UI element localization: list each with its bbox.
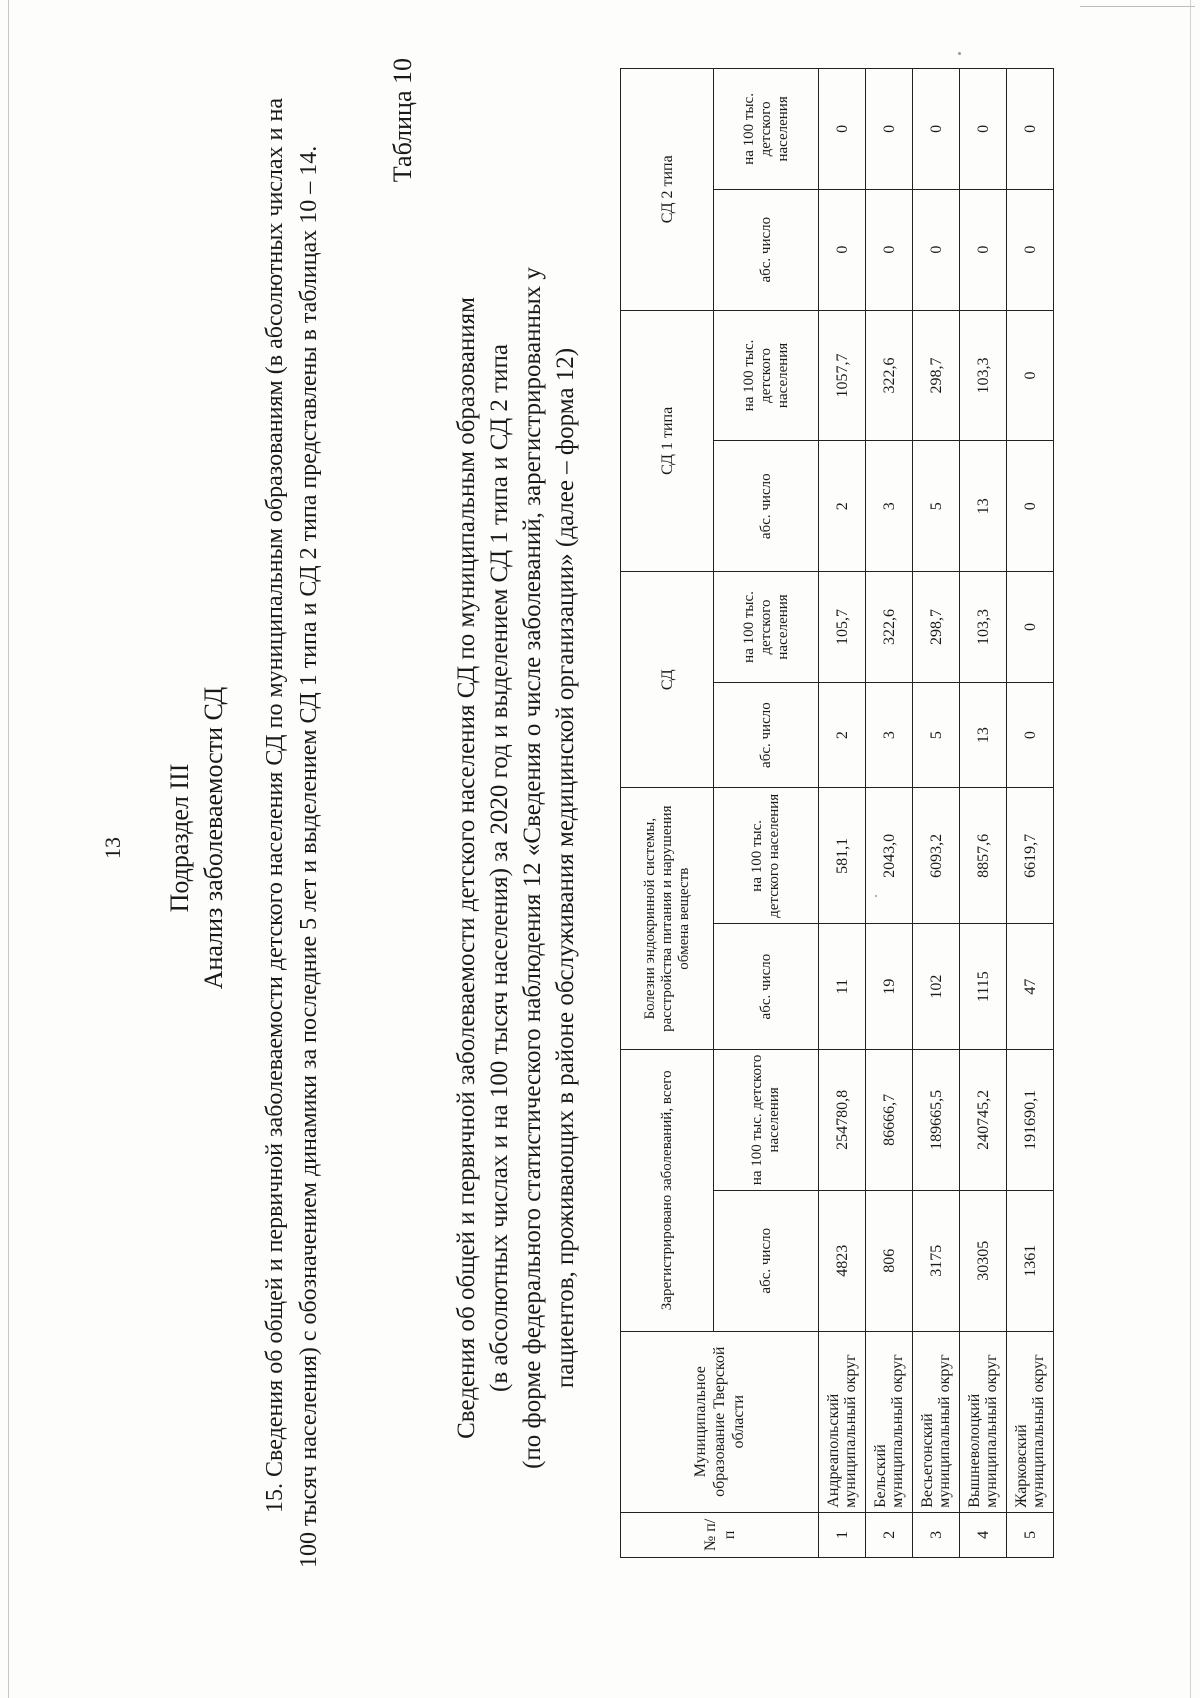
- cell-sd-100k: 322,6: [866, 572, 913, 683]
- subheader-abs: абс. число: [714, 189, 819, 310]
- cell-reg-abs: 806: [866, 1190, 913, 1331]
- cell-sd2-abs: 0: [866, 189, 913, 310]
- cell-reg-abs: 4823: [819, 1190, 866, 1331]
- cell-name: Андреапольский муниципальный округ: [819, 1331, 866, 1512]
- intro-paragraph: [258, 98, 326, 1568]
- cell-sd2-100k: 0: [866, 69, 913, 190]
- cell-name: Бельский муниципальный округ: [866, 1331, 913, 1512]
- cell-reg-abs: 30305: [960, 1190, 1007, 1331]
- cell-num: 1: [819, 1512, 866, 1557]
- header-municipality: Муниципальное образование Тверской области: [621, 1331, 819, 1512]
- cell-sd1-abs: 5: [913, 441, 960, 572]
- header-sd: СД: [621, 572, 714, 788]
- cell-name: Вышневолоцкий муниципальный округ: [960, 1331, 1007, 1512]
- cell-sd1-100k: 1057,7: [819, 310, 866, 441]
- cell-num: 3: [913, 1512, 960, 1557]
- cell-reg-100k: 189665,5: [913, 1049, 960, 1190]
- cell-reg-abs: 1361: [1007, 1190, 1054, 1331]
- table-title-line: (в абсолютных числах и на 100 тысяч населения) за 2020 год и выделением СД 1 типа и СД 2 типа: [486, 344, 513, 1392]
- cell-sd1-100k: 298,7: [913, 310, 960, 441]
- cell-sd1-abs: 3: [866, 441, 913, 572]
- cell-name: Весьегонский муниципальный округ: [913, 1331, 960, 1512]
- header-sd1: СД 1 типа: [621, 310, 714, 572]
- table-title-line: пациентов, проживающих в районе обслуживания медицинской организации» (далее – форма 12): [552, 347, 579, 1389]
- subheader-abs: абс. число: [714, 441, 819, 572]
- incidence-table: [620, 68, 1054, 1558]
- cell-endo-abs: 1115: [960, 924, 1007, 1050]
- cell-sd2-abs: 0: [960, 189, 1007, 310]
- cell-sd2-abs: 0: [913, 189, 960, 310]
- cell-endo-100k: 6093,2: [913, 788, 960, 924]
- subheader-abs: абс. число: [714, 924, 819, 1050]
- subheader-per100k: на 100 тыс. детского населения: [714, 788, 819, 924]
- cell-reg-abs: 3175: [913, 1190, 960, 1331]
- cell-sd1-100k: 322,6: [866, 310, 913, 441]
- cell-endo-100k: 581,1: [819, 788, 866, 924]
- cell-sd2-100k: 0: [960, 69, 1007, 190]
- cell-sd-abs: 5: [913, 682, 960, 788]
- subsection-title: Подраздел III: [165, 763, 194, 913]
- cell-reg-100k: 254780,8: [819, 1049, 866, 1190]
- intro-text: 15. Сведения об общей и первичной заболеваемости детского населения СД по муниципальным образованиям (в абсолютных числах и на 100 тысяч населения) с обозначением динамики за последние 5 лет и выделением СД 1 типа и СД 2 типа представлены в таблицах 10 – 14.: [262, 98, 322, 1568]
- table-row: [960, 69, 1007, 1558]
- cell-endo-abs: 47: [1007, 924, 1054, 1050]
- cell-num: 5: [1007, 1512, 1054, 1557]
- cell-sd-100k: 103,3: [960, 572, 1007, 683]
- header-num: № п/п: [621, 1512, 819, 1557]
- header-endocrine: Болезни эндокринной системы, расстройства питания и нарушения обмена веществ: [621, 788, 714, 1050]
- subheader-per100k: на 100 тыс. детского населения: [714, 572, 819, 683]
- subheader-per100k: на 100 тыс. детского населения: [714, 69, 819, 190]
- cell-sd2-abs: 0: [1007, 189, 1054, 310]
- cell-sd-100k: 0: [1007, 572, 1054, 683]
- cell-endo-100k: 6619,7: [1007, 788, 1054, 924]
- table-row: [1007, 69, 1054, 1558]
- cell-sd-abs: 0: [1007, 682, 1054, 788]
- cell-endo-100k: 2043,0: [866, 788, 913, 924]
- cell-num: 2: [866, 1512, 913, 1557]
- cell-reg-100k: 86666,7: [866, 1049, 913, 1190]
- cell-reg-100k: 240745,2: [960, 1049, 1007, 1190]
- page-number: 13: [100, 837, 125, 859]
- cell-endo-100k: 8857,6: [960, 788, 1007, 924]
- subsection-heading: [163, 538, 231, 1138]
- table-row: [913, 69, 960, 1558]
- cell-sd-abs: 3: [866, 682, 913, 788]
- cell-sd1-abs: 0: [1007, 441, 1054, 572]
- cell-sd1-100k: 0: [1007, 310, 1054, 441]
- cell-endo-abs: 19: [866, 924, 913, 1050]
- cell-endo-abs: 11: [819, 924, 866, 1050]
- cell-sd1-100k: 103,3: [960, 310, 1007, 441]
- cell-sd2-100k: 0: [819, 69, 866, 190]
- subheader-per100k: на 100 тыс. детского населения: [714, 1049, 819, 1190]
- cell-num: 4: [960, 1512, 1007, 1557]
- table-label: Таблица 10: [388, 58, 417, 183]
- cell-sd-100k: 105,7: [819, 572, 866, 683]
- subheader-abs: абс. число: [714, 682, 819, 788]
- subheader-abs: абс. число: [714, 1190, 819, 1331]
- header-sd2: СД 2 типа: [621, 69, 714, 311]
- cell-sd2-100k: 0: [913, 69, 960, 190]
- subsection-subtitle: Анализ заболеваемости СД: [199, 686, 228, 990]
- table-title-line: (по форме федерального статистического наблюдения 12 «Сведения о числе заболеваний, зарегистрированных у: [519, 267, 546, 1469]
- cell-sd2-100k: 0: [1007, 69, 1054, 190]
- cell-sd-abs: 13: [960, 682, 1007, 788]
- cell-sd1-abs: 13: [960, 441, 1007, 572]
- table-row: [866, 69, 913, 1558]
- table-title: [450, 223, 582, 1513]
- cell-sd-100k: 298,7: [913, 572, 960, 683]
- subheader-per100k: на 100 тыс. детского населения: [714, 310, 819, 441]
- cell-sd2-abs: 0: [819, 189, 866, 310]
- cell-reg-100k: 191690,1: [1007, 1049, 1054, 1190]
- header-registered: Зарегистрировано заболеваний, всего: [621, 1049, 714, 1331]
- cell-endo-abs: 102: [913, 924, 960, 1050]
- table-row: [819, 69, 866, 1558]
- cell-name: Жарковский муниципальный округ: [1007, 1331, 1054, 1512]
- table-title-line: Сведения об общей и первичной заболеваемости детского населения СД по муниципальным образованиям: [453, 297, 480, 1439]
- cell-sd-abs: 2: [819, 682, 866, 788]
- cell-sd1-abs: 2: [819, 441, 866, 572]
